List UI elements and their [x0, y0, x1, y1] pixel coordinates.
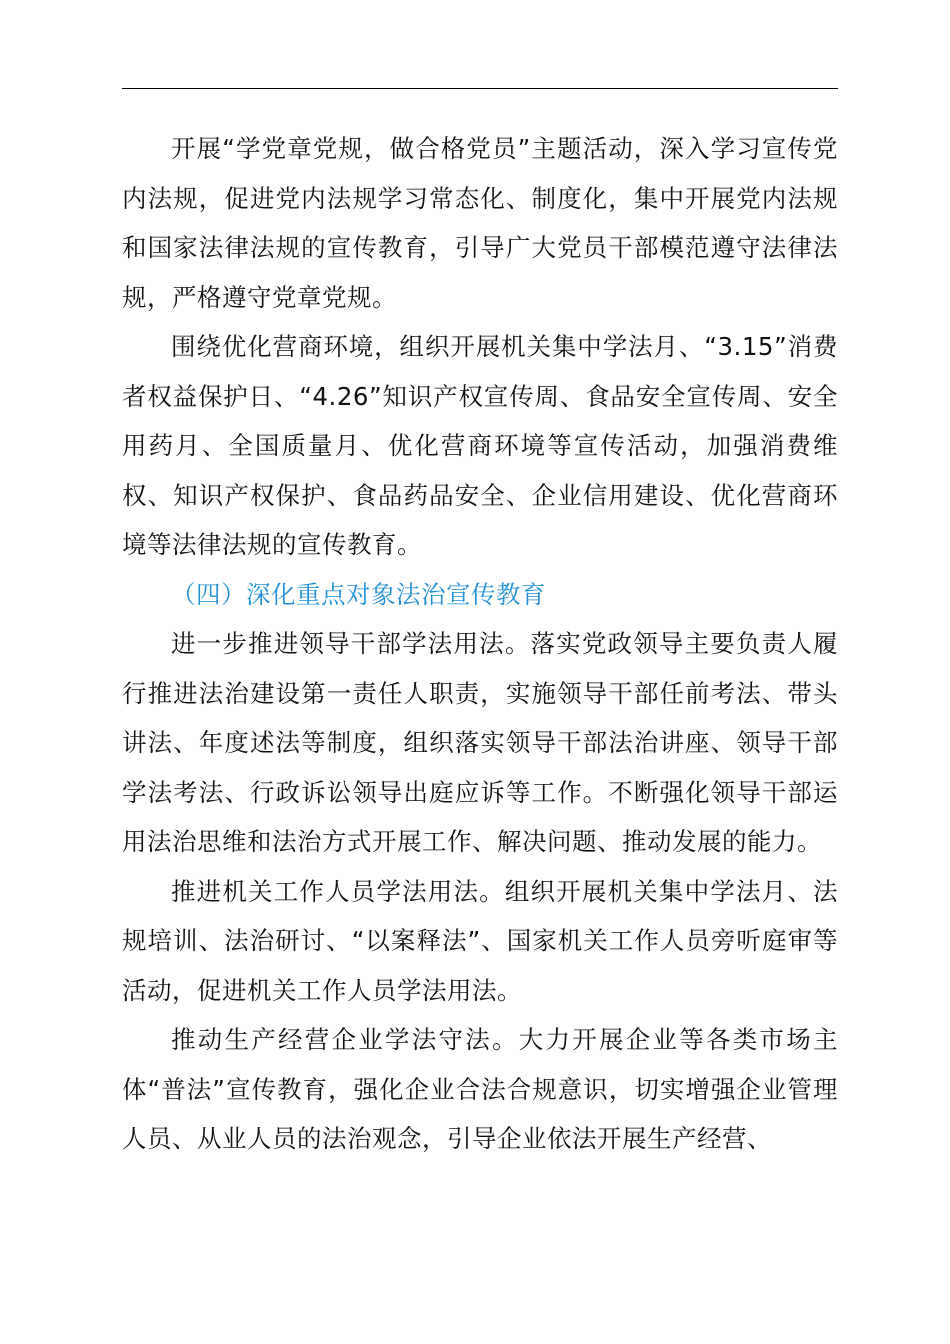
- document-body: [122, 124, 838, 1164]
- paragraph-agency-staff: 推进机关工作人员学法用法。组织开展机关集中学法月、法规培训、法治研讨、“以案释法”、国家机关工作人员旁听庭审等活动，促进机关工作人员学法用法。: [122, 876, 838, 1005]
- paragraph-enterprises: 推动生产经营企业学法守法。大力开展企业等各类市场主体“普法”宣传教育，强化企业合法合规意识，切实增强企业管理人员、从业人员的法治观念，引导企业依法开展生产经营、: [122, 1025, 838, 1153]
- paragraph-party-rules: 开展“学党章党规，做合格党员”主题活动，深入学习宣传党内法规，促进党内法规学习常态化、制度化，集中开展党内法规和国家法律法规的宣传教育，引导广大党员干部模范遵守法律法规，严格遵守党章党规。: [122, 134, 838, 312]
- paragraph-business-environment: 围绕优化营商环境，组织开展机关集中学法月、“3.15”消费者权益保护日、“4.26”知识产权宣传周、食品安全宣传周、安全用药月、全国质量月、优化营商环境等宣传活动，加强消费维权、知识产权保护、食品药品安全、企业信用建设、优化营商环境等法律法规的宣传教育。: [122, 332, 838, 559]
- header-rule: [122, 88, 838, 89]
- paragraph-leading-cadres: 进一步推进领导干部学法用法。落实党政领导主要负责人履行推进法治建设第一责任人职责，实施领导干部任前考法、带头讲法、年度述法等制度，组织落实领导干部法治讲座、领导干部学法考法、行政诉讼领导出庭应诉等工作。不断强化领导干部运用法治思维和法治方式开展工作、解决问题、推动发展的能力。: [122, 629, 838, 856]
- section-heading: （四）深化重点对象法治宣传教育: [171, 579, 546, 609]
